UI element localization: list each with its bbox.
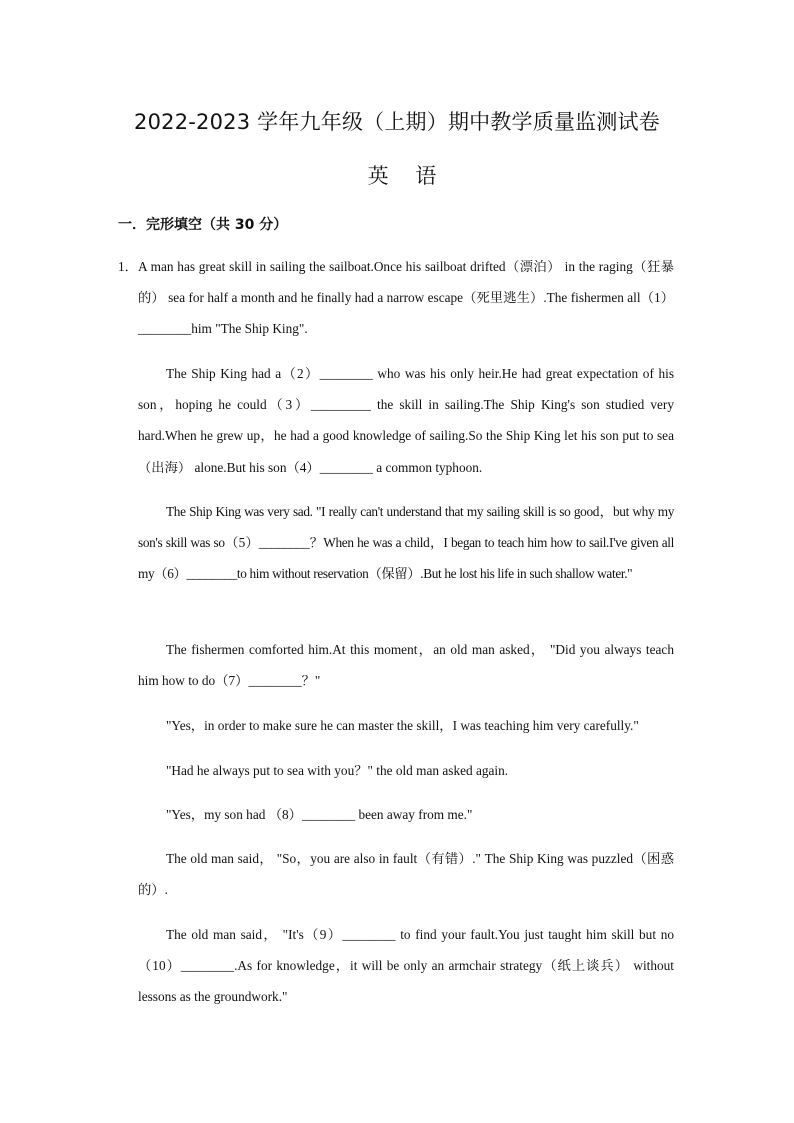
paragraph-1: A man has great skill in sailing the sailboat.Once his sailboat drifted（漂泊） in the raging（狂暴的） sea for half a month and he finally had a narrow escape（死里逃生）.The fishermen all（1）________him "The Ship King". (138, 259, 674, 337)
paragraph-2: The Ship King had a（2）________ who was his only heir.He had great expectation of his son，hoping he could（3）_________ the skill in sailing.The Ship King's son studied very hard.When he grew up，he had a good knowledge of sailing.So the Ship King let his son put to sea（出海） alone.But his son（4）________ a common typhoon. (138, 366, 674, 475)
paragraph-8: The old man said， "So，you are also in fault（有错）." The Ship King was puzzled（困惑的）. (138, 851, 674, 898)
paragraph-4: The fishermen comforted him.At this moment，an old man asked， "Did you always teach him how to do（7）________？" (138, 642, 674, 689)
subject-title: 英 语 (367, 164, 447, 188)
paragraph-3: The Ship King was very sad. "I really can't understand that my sailing skill is so good，but why my son's skill was so（5）________？When he was a child，I began to teach him how to sail.I've given all my（6）________to him without reservation（保留）.But he lost his life in such shallow water." (138, 504, 674, 582)
paragraph-9: The old man said， "It's（9）________ to find your fault.You just taught him skill but no（10）________.As for knowledge，it will be only an armchair strategy（纸上谈兵） without lessons as the groundwork." (138, 927, 674, 1005)
paragraph-7: "Yes，my son had （8）________ been away from me." (166, 807, 473, 822)
paragraph-6: "Had he always put to sea with you？" the old man asked again. (166, 763, 509, 778)
question-number: 1． (118, 259, 138, 274)
section-heading: 一．完形填空（共 30 分） (118, 217, 288, 233)
document-title: 2022-2023 学年九年级（上期）期中教学质量监测试卷 (134, 110, 660, 134)
paragraph-5: "Yes，in order to make sure he can master the skill，I was teaching him very carefully." (166, 718, 639, 733)
